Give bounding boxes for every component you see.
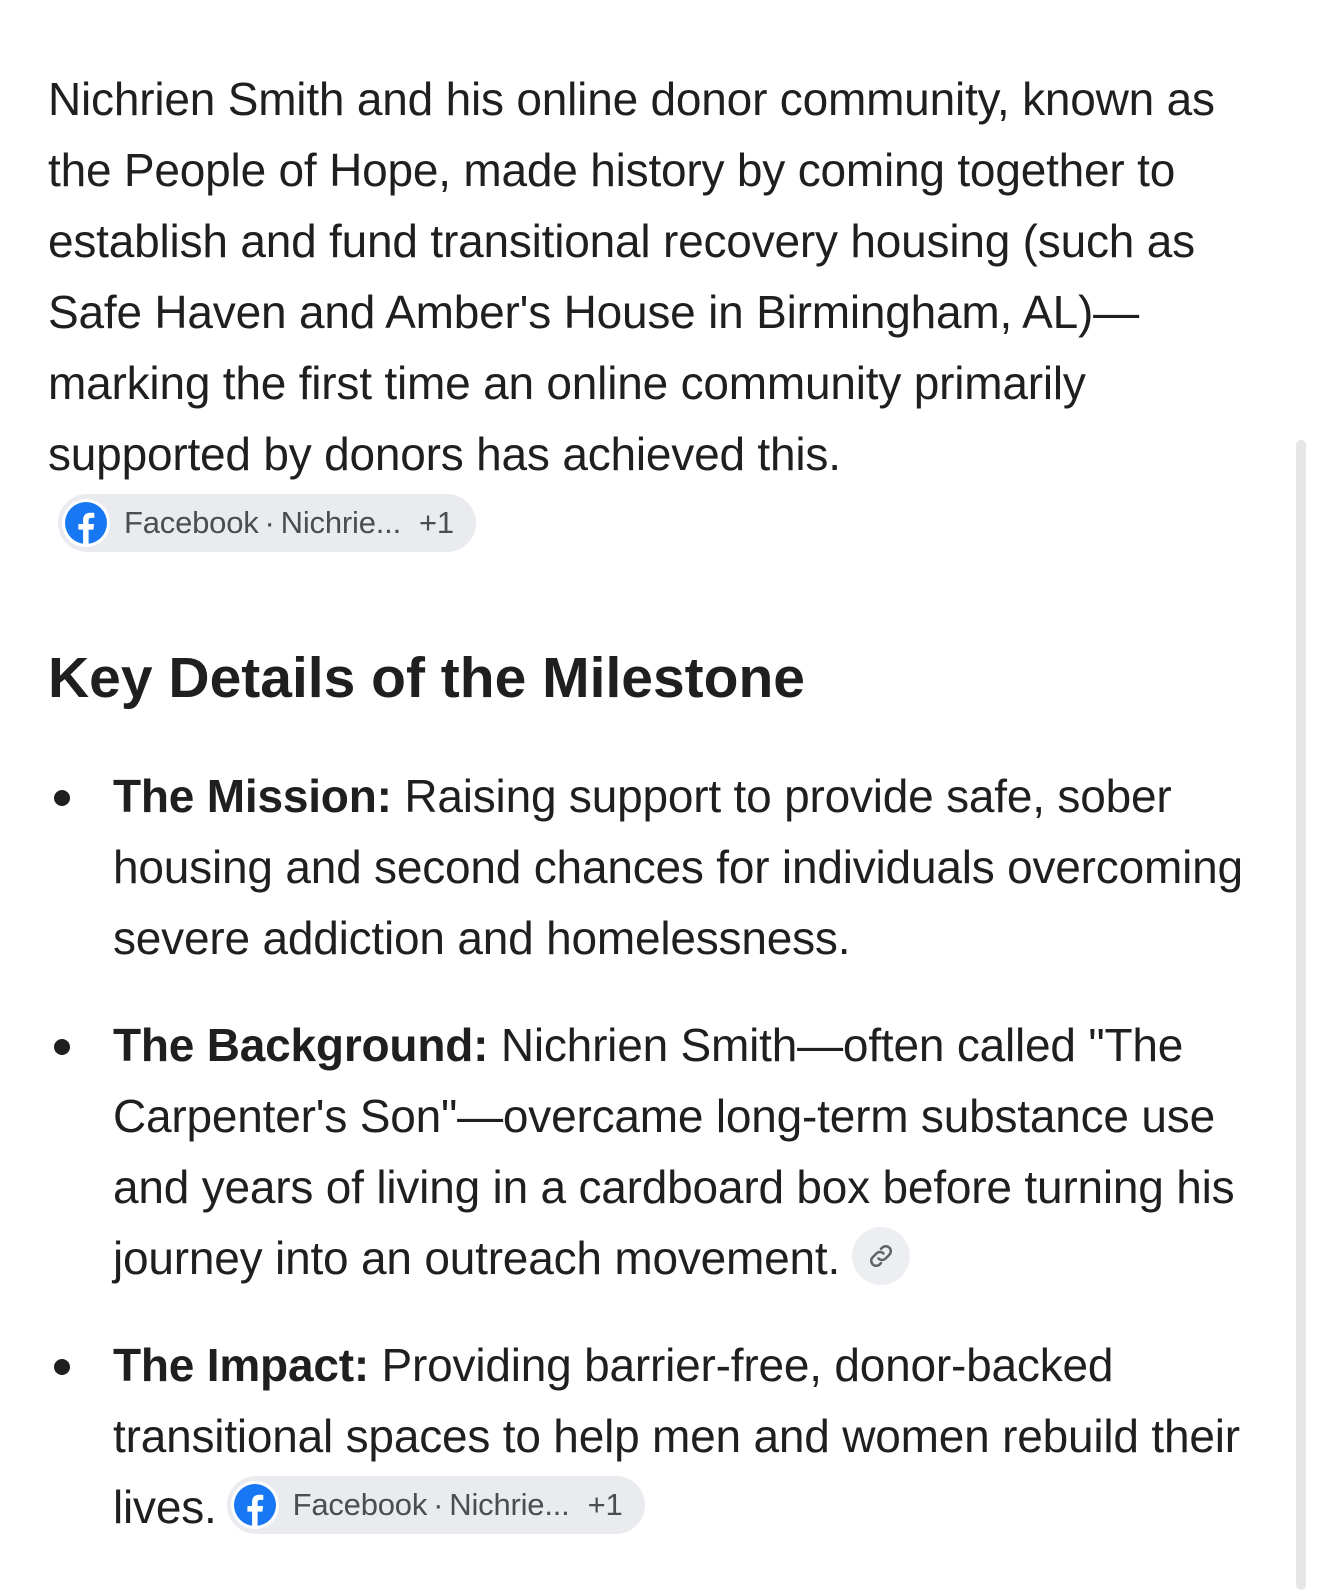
source-separator: · — [433, 1487, 444, 1523]
source-separator: · — [264, 505, 275, 541]
item-label: The Mission: — [113, 770, 392, 822]
list-item-impact — [48, 1330, 1268, 1543]
source-author: Nichrie... — [449, 1486, 570, 1522]
item-text: Nichrien Smith—often called "The Carpenter's Son"—overcame long-term substance use and years of living in a cardboard box before turning his journey into an outreach movement. — [113, 1019, 1235, 1284]
scrollbar[interactable] — [1296, 440, 1306, 1590]
link-chip[interactable] — [852, 1227, 910, 1285]
bullet-dot — [54, 1039, 70, 1055]
source-chip-impact[interactable] — [227, 1476, 645, 1534]
source-more-count: +1 — [587, 1487, 623, 1523]
source-author: Nichrie... — [280, 504, 401, 540]
section-heading: Key Details of the Milestone — [48, 646, 806, 710]
source-chip-intro[interactable] — [58, 494, 476, 552]
intro-paragraph — [48, 64, 1268, 561]
facebook-icon — [231, 1481, 279, 1529]
item-text: Providing barrier-free, donor-backed transitional spaces to help men and women rebuild their lives. — [113, 1339, 1240, 1533]
list-item-background — [48, 1010, 1268, 1294]
list-item-mission — [48, 761, 1268, 974]
item-label: The Impact: — [113, 1339, 369, 1391]
source-more-count: +1 — [418, 505, 454, 541]
bullet-dot — [54, 1359, 70, 1375]
source-name: Facebook — [124, 504, 259, 540]
item-text: Raising support to provide safe, sober housing and second chances for individuals overcoming severe addiction and homelessness. — [113, 770, 1243, 964]
source-name: Facebook — [292, 1486, 428, 1522]
item-label: The Background: — [113, 1019, 489, 1071]
facebook-icon — [62, 499, 110, 547]
bullet-dot — [54, 790, 70, 806]
intro-text: Nichrien Smith and his online donor community, known as the People of Hope, made history by coming together to establish and fund transitional recovery housing (such as Safe Haven and Amber's House in Birmingham, AL)—marking the first time an online community primarily supported by donors has achieved this. — [48, 73, 1215, 480]
answer-content — [48, 64, 1268, 1579]
link-icon — [866, 1220, 896, 1291]
details-list — [48, 761, 1268, 1543]
